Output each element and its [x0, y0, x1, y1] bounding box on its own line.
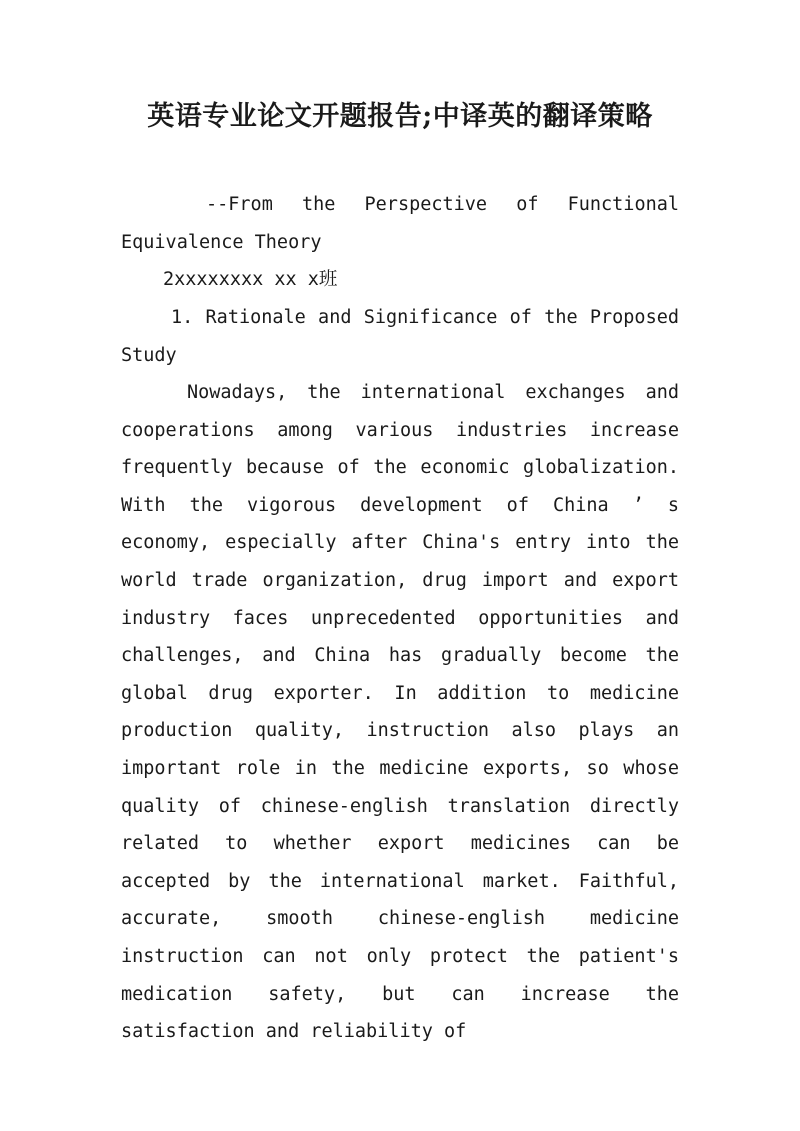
body-paragraph: Nowadays, the international exchanges and cooperations among various industries increase frequently because of the economic globalization. With the vigorous development of China ’ s economy, especially after China's entry into the world trade organization, drug import and export industry faces unprecedented opportunities and challenges, and China has gradually become the global drug exporter. In addition to medicine production quality, instruction also plays an important role in the medicine exports, so whose quality of chinese-english translation directly related to whether export medicines can be accepted by the international market. Faithful, accurate, smooth chinese-english medicine instruction can not only protect the patient's medication safety, but can increase the satisfaction and reliability of	[121, 382, 679, 1043]
page-title: 英语专业论文开题报告;中译英的翻译策略	[147, 101, 653, 132]
subtitle: --From the Perspective of Functional Equivalence Theory	[121, 194, 679, 253]
section-heading: 1. Rationale and Significance of the Proposed Study	[121, 307, 679, 366]
student-info: 2xxxxxxxx xx x班	[163, 269, 338, 290]
